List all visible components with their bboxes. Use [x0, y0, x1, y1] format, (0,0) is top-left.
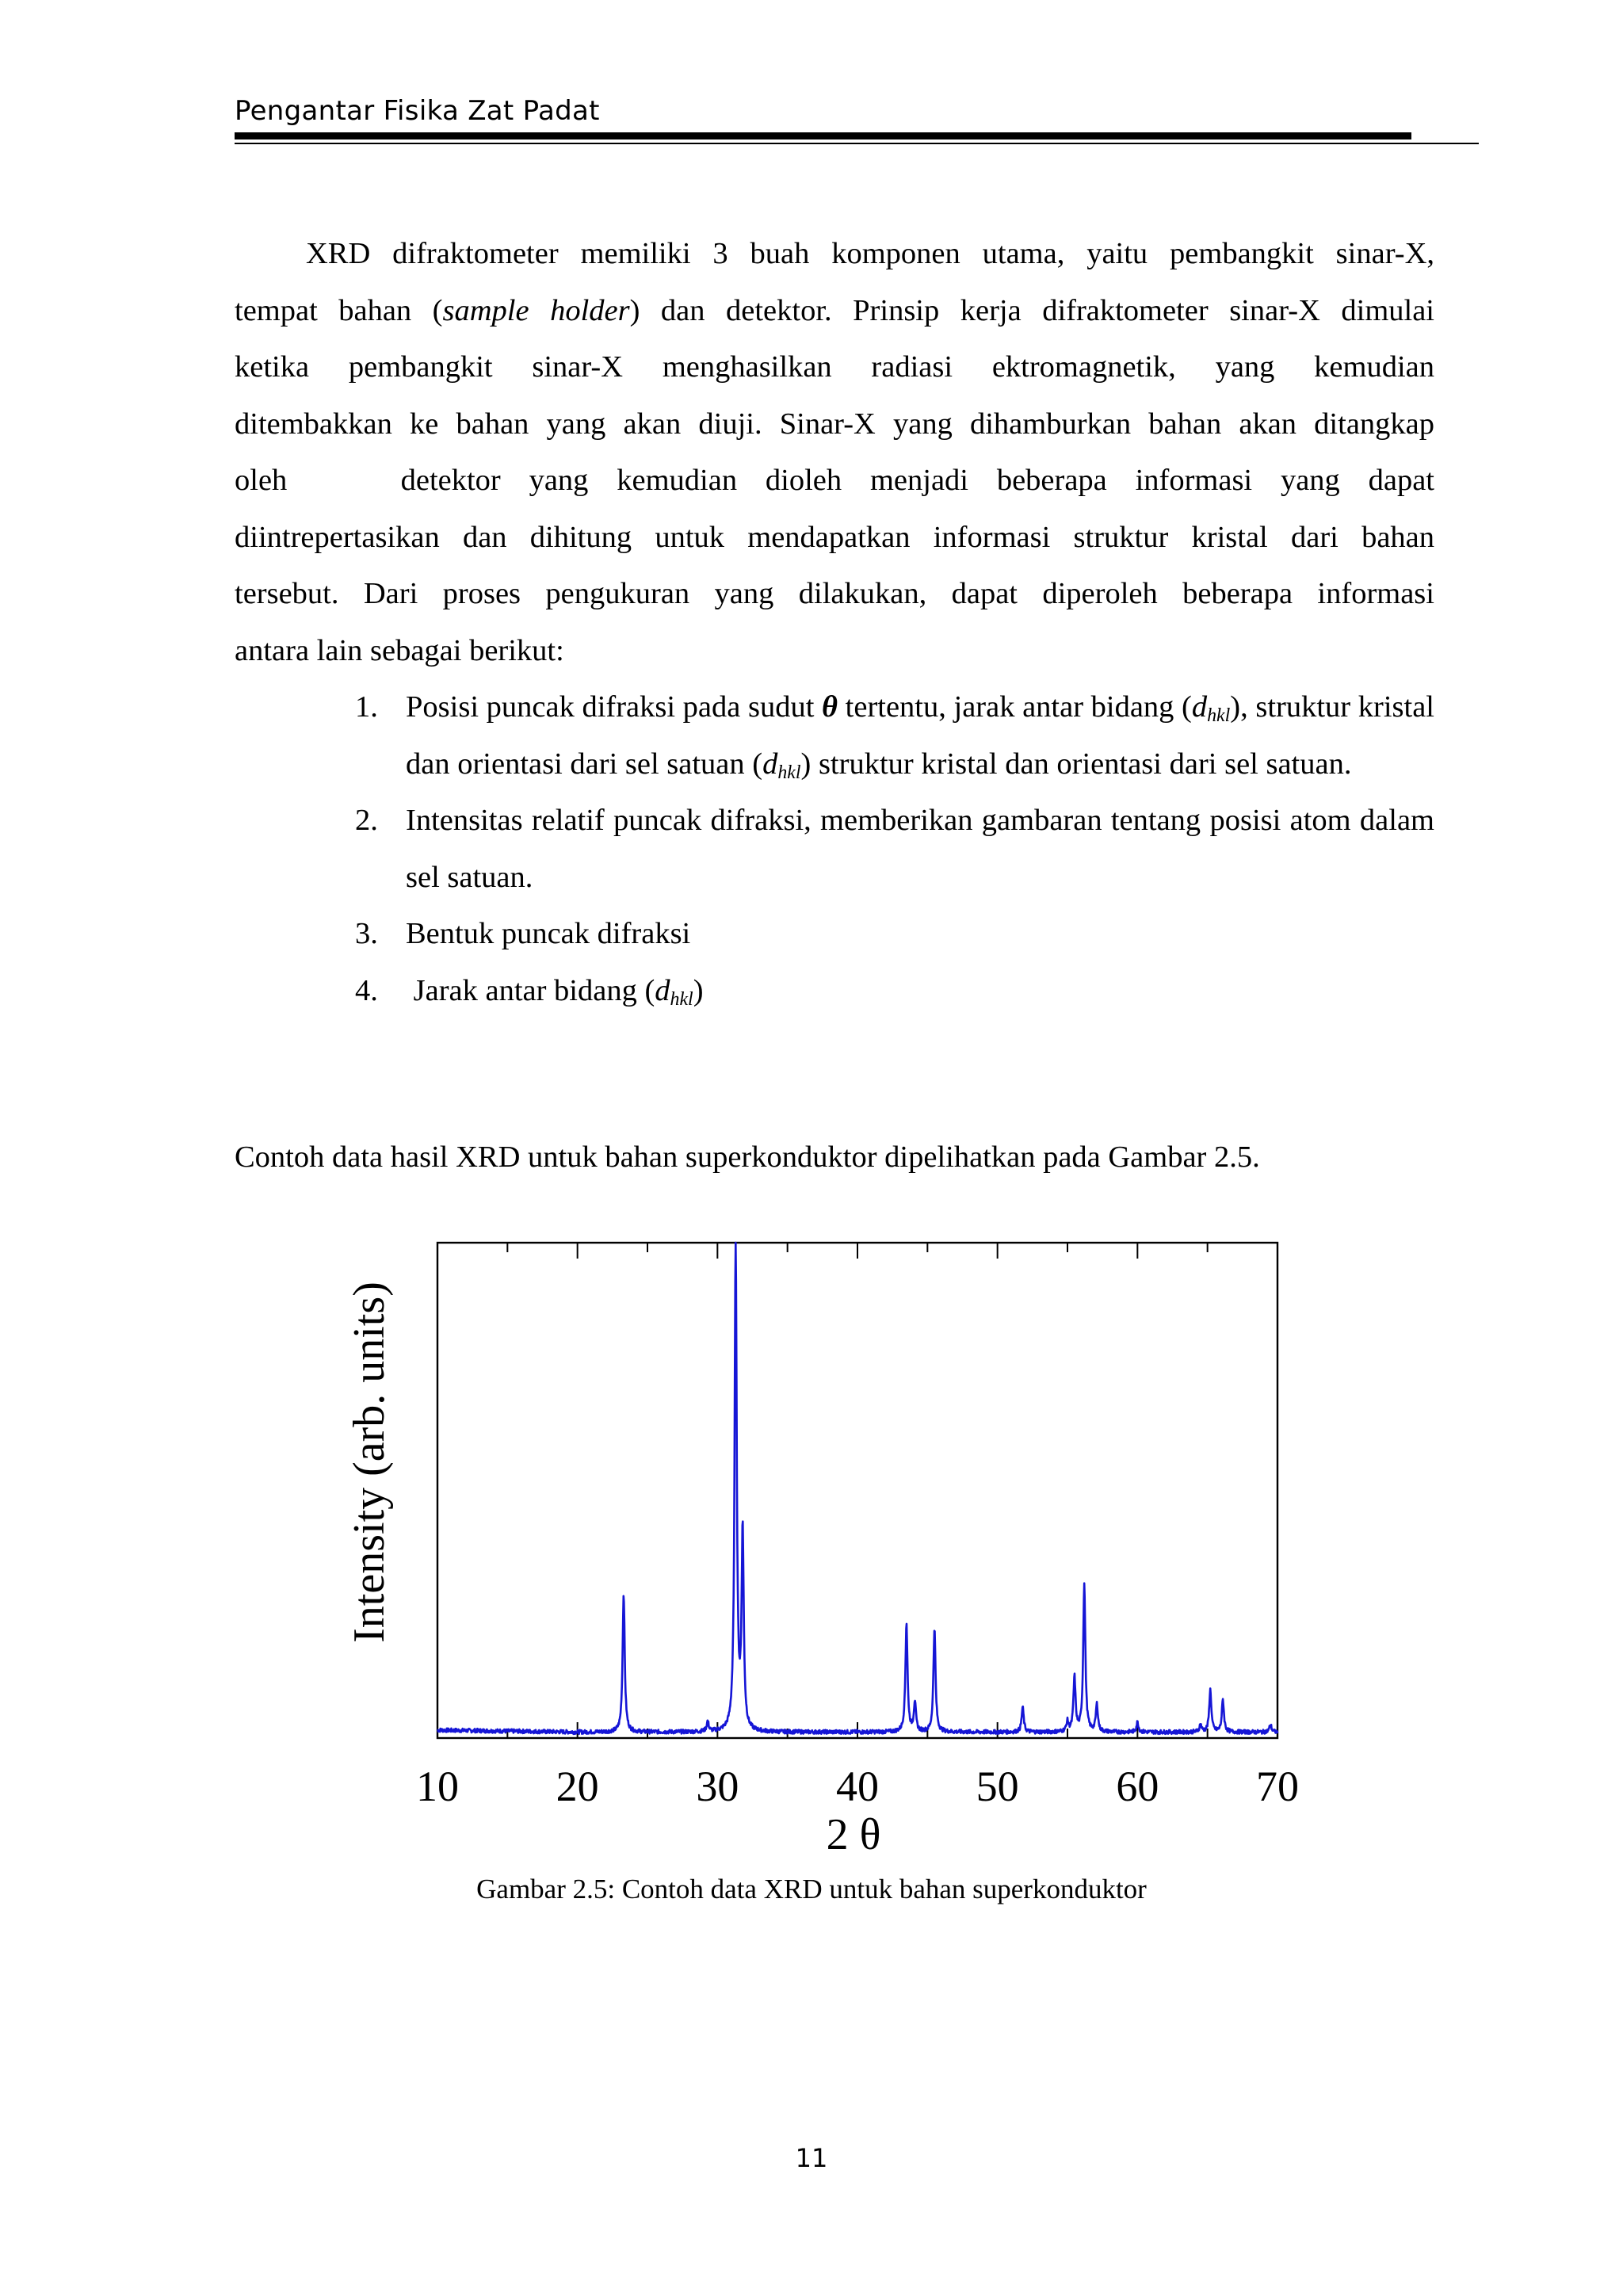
- list-number: 1.: [355, 690, 378, 724]
- page-number: 11: [795, 2143, 828, 2173]
- theta-symbol: θ: [822, 690, 838, 724]
- paragraph-line-6: diintrepertasikan dan dihitung untuk mendapatkan informasi struktur kristal dari bahan: [235, 520, 1434, 554]
- italic-term: sample holder: [442, 293, 630, 327]
- list-item: 3. Bentuk puncak difraksi: [355, 906, 1434, 963]
- paragraph-line-8: antara lain sebagai berikut:: [235, 633, 564, 667]
- x-tick-label: 30: [696, 1763, 739, 1810]
- x-tick-label: 40: [836, 1763, 879, 1810]
- x-tick-label: 20: [556, 1763, 599, 1810]
- peak-point: [735, 1236, 736, 1238]
- paragraph-line-4: ditembakkan ke bahan yang akan diuji. Sinar-X yang dihamburkan bahan akan ditangkap: [235, 407, 1434, 441]
- plot-frame: [437, 1243, 1277, 1738]
- paragraph-line-7: tersebut. Dari proses pengukuran yang dilakukan, dapat diperoleh beberapa informasi: [235, 577, 1434, 610]
- x-axis-label: 2 θ: [826, 1810, 881, 1859]
- x-tick-label: 50: [976, 1763, 1019, 1810]
- list-item: 1. Posisi puncak difraksi pada sudut θ tertentu, jarak antar bidang $(d_{hkl})$, struktur kristal dan orientasi dari sel satuan $(d_{hkl})$ struktur kristal dan orientasi dari sel satuan.: [355, 679, 1434, 793]
- peak-point: [934, 1627, 935, 1629]
- x-tick-label: 10: [416, 1763, 459, 1810]
- peak-point: [623, 1593, 624, 1595]
- list-number: 2.: [355, 804, 378, 837]
- figure-caption: Gambar 2.5: Contoh data XRD untuk bahan superkonduktor: [476, 1874, 1147, 1904]
- paragraph-line-1: XRD difraktometer memiliki 3 buah komponen utama, yaitu pembangkit sinar-X,: [306, 237, 1434, 270]
- list-item: 2. Intensitas relatif puncak difraksi, memberikan gambaran tentang posisi atom dalam sel satuan.: [355, 793, 1434, 906]
- list-number: 3.: [355, 917, 378, 950]
- list-number: 4.: [355, 973, 378, 1007]
- figure-intro-sentence: Contoh data hasil XRD untuk bahan superkonduktor dipelihatkan pada Gambar 2.5.: [235, 1140, 1260, 1174]
- peak-points: [623, 1236, 1271, 1726]
- running-header: Pengantar Fisika Zat Padat: [235, 95, 600, 127]
- paragraph-line-5: oleh detektor yang kemudian dioleh menjadi beberapa informasi yang dapat: [235, 464, 1434, 497]
- paragraph-line-3: ketika pembangkit sinar-X menghasilkan radiasi ektromagnetik, yang kemudian: [235, 350, 1434, 384]
- xrd-series-line: [437, 1243, 1277, 1734]
- x-tick-label: 60: [1116, 1763, 1159, 1810]
- x-tick-label: 70: [1256, 1763, 1299, 1810]
- y-axis-label: Intensity (arb. units): [345, 1282, 394, 1643]
- paragraph-line-2: tempat bahan (sample holder) dan detektor. Prinsip kerja difraktometer sinar-X dimulai: [235, 293, 1435, 327]
- list-item: 4. Jarak antar bidang $(d_{hkl})$: [355, 963, 1434, 1020]
